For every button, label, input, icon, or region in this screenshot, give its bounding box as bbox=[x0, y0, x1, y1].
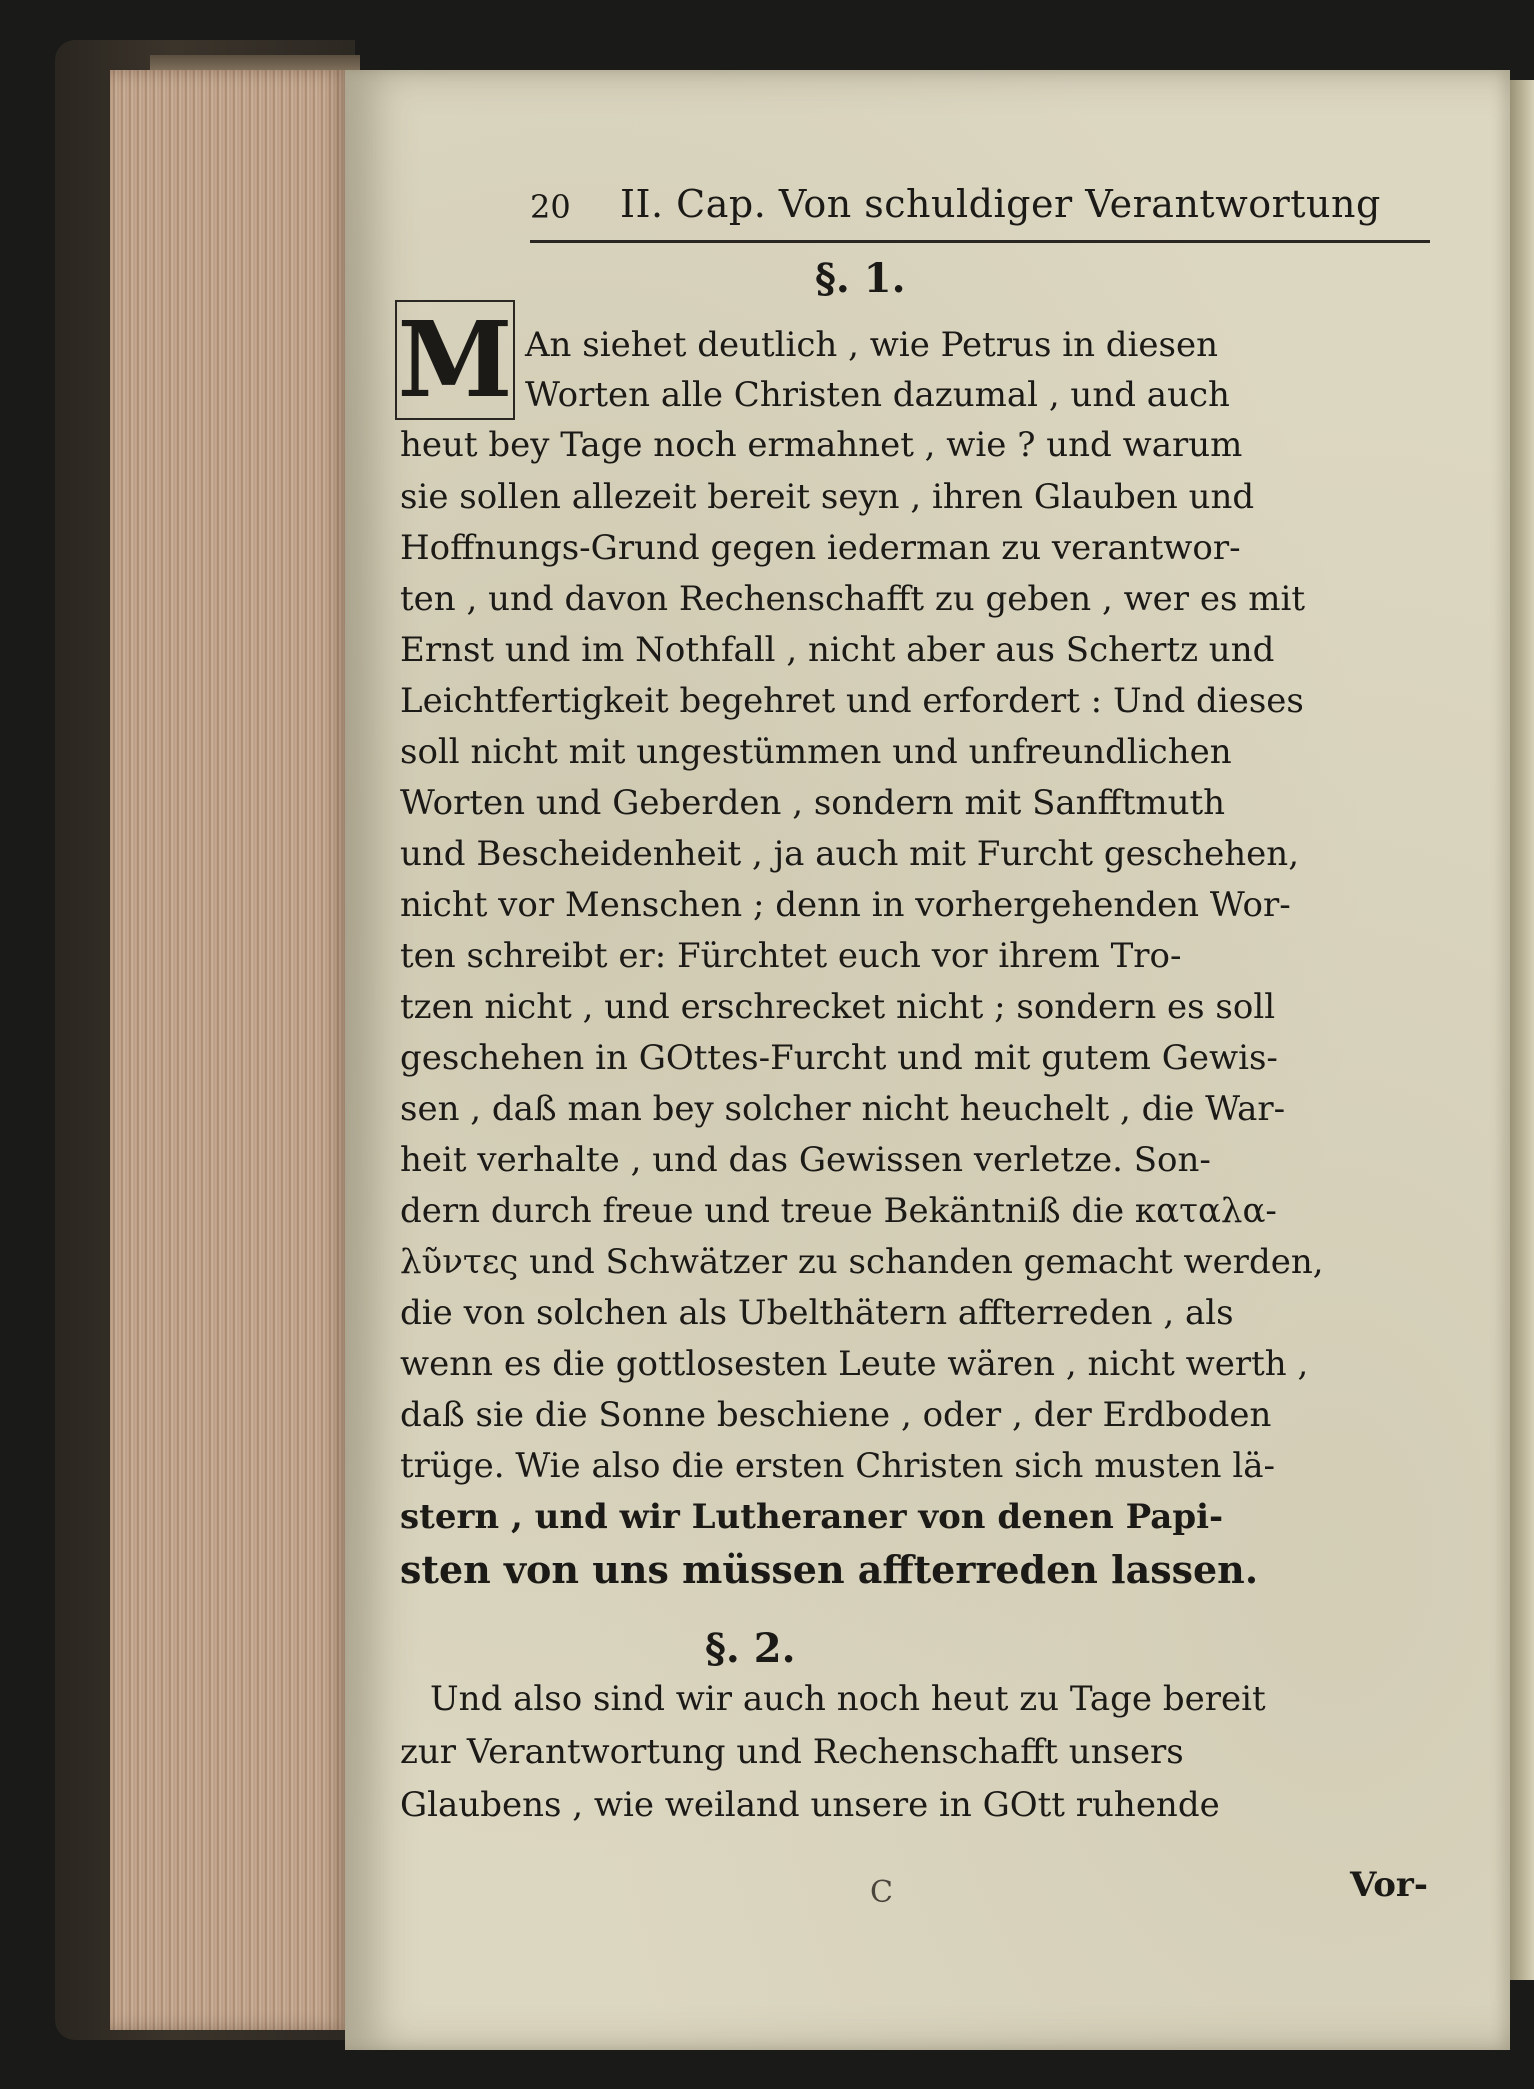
text-line: und Bescheidenheit , ja auch mit Furcht geschehen, bbox=[400, 834, 1300, 874]
text-line: daß sie die Sonne beschiene , oder , der Erdboden bbox=[400, 1395, 1272, 1435]
text-line: heit verhalte , und das Gewissen verletze. Son- bbox=[400, 1140, 1211, 1180]
text-line: Worten alle Christen dazumal , und auch bbox=[525, 375, 1230, 415]
text-line: ten , und davon Rechenschafft zu geben , wer es mit bbox=[400, 579, 1306, 619]
text-line: Worten und Geberden , sondern mit Sanfftmuth bbox=[400, 783, 1226, 823]
text-line: Leichtfertigkeit begehret und erfordert : Und dieses bbox=[400, 681, 1304, 721]
text-line: die von solchen als Ubelthätern affterreden , als bbox=[400, 1293, 1234, 1333]
text-line: trüge. Wie also die ersten Christen sich musten lä- bbox=[400, 1446, 1275, 1486]
text-line: sten von uns müssen affterreden lassen. bbox=[400, 1547, 1259, 1592]
page-edges bbox=[110, 70, 350, 2030]
text-line: λῦντες und Schwätzer zu schanden gemacht werden, bbox=[400, 1242, 1324, 1282]
facing-page-edge bbox=[1510, 80, 1534, 1980]
text-line: sie sollen allezeit bereit seyn , ihren Glauben und bbox=[400, 477, 1255, 517]
section-mark-1: §. 1. bbox=[815, 255, 906, 302]
text-line: tzen nicht , und erschrecket nicht ; sondern es soll bbox=[400, 987, 1276, 1027]
running-header bbox=[530, 170, 1430, 243]
text-line: nicht vor Menschen ; denn in vorhergehenden Wor- bbox=[400, 885, 1291, 925]
running-title: II. Cap. Von schuldiger Verantwortung bbox=[620, 182, 1381, 226]
section-mark-2: §. 2. bbox=[705, 1625, 796, 1672]
text-line: ten schreibt er: Fürchtet euch vor ihrem Tro- bbox=[400, 936, 1182, 976]
page-number: 20 bbox=[530, 188, 571, 226]
text-line: Glaubens , wie weiland unsere in GOtt ruhende bbox=[400, 1785, 1220, 1825]
text-line: Ernst und im Nothfall , nicht aber aus Schertz und bbox=[400, 630, 1275, 670]
catchword: Vor- bbox=[1350, 1865, 1428, 1905]
text-line: geschehen in GOttes-Furcht und mit gutem Gewis- bbox=[400, 1038, 1278, 1078]
text-line: heut bey Tage noch ermahnet , wie ? und warum bbox=[400, 425, 1243, 465]
text-line: sen , daß man bey solcher nicht heuchelt , die War- bbox=[400, 1089, 1286, 1129]
dropcap-letter: M bbox=[397, 298, 513, 421]
text-line: wenn es die gottlosesten Leute wären , nicht werth , bbox=[400, 1344, 1309, 1384]
text-line: dern durch freue und treue Bekäntniß die καταλα- bbox=[400, 1191, 1277, 1231]
text-line: stern , und wir Lutheraner von denen Papi- bbox=[400, 1497, 1224, 1537]
signature-mark: C bbox=[870, 1875, 893, 1910]
text-line: An siehet deutlich , wie Petrus in diesen bbox=[525, 325, 1218, 365]
text-line: Und also sind wir auch noch heut zu Tage bereit bbox=[430, 1679, 1266, 1719]
text-line: Hoffnungs-Grund gegen iederman zu verantwor- bbox=[400, 528, 1241, 568]
book-page bbox=[345, 70, 1510, 2050]
text-line: zur Verantwortung und Rechenschafft unsers bbox=[400, 1732, 1184, 1772]
text-line: soll nicht mit ungestümmen und unfreundlichen bbox=[400, 732, 1232, 772]
dropcap-frame bbox=[395, 300, 515, 420]
